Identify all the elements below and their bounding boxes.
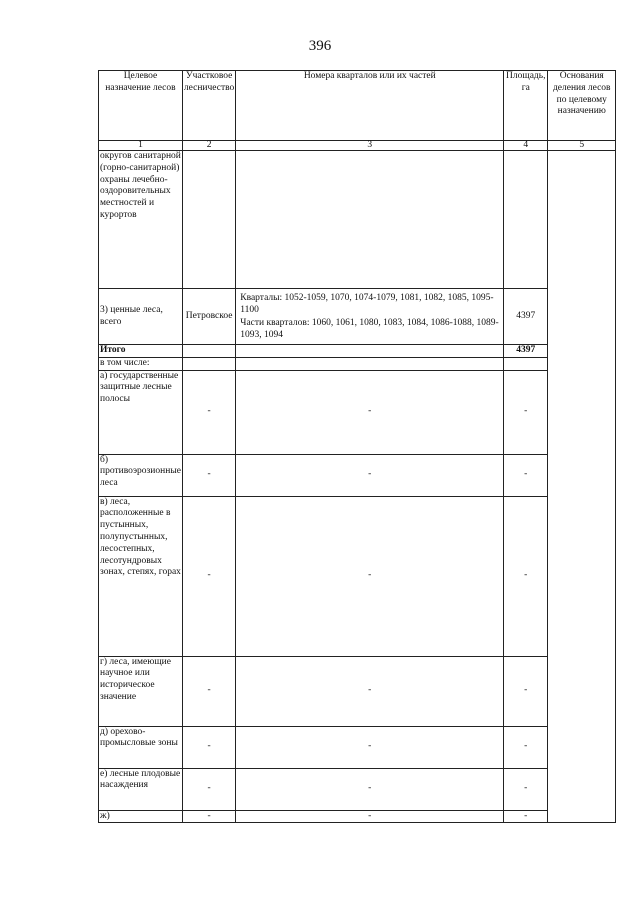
- column-number: 3: [236, 141, 504, 151]
- area-cell: -: [504, 370, 548, 454]
- column-number: 4: [504, 141, 548, 151]
- quarters-cell: [236, 289, 504, 345]
- district-cell: -: [182, 768, 235, 810]
- quarters-line: Части кварталов: 1060, 1061, 1080, 1083, 1084, 1086-1088, 1089-1093, 1094: [240, 317, 499, 340]
- district-cell: -: [182, 810, 235, 823]
- quarters-cell: -: [236, 454, 504, 496]
- area-cell: [504, 357, 548, 370]
- quarters-cell: [236, 357, 504, 370]
- table-row: [99, 496, 616, 656]
- header-row: [99, 71, 616, 141]
- column-number: 2: [182, 141, 235, 151]
- total-row: [99, 345, 616, 358]
- area-cell: 4397: [504, 289, 548, 345]
- table-row: [99, 151, 616, 289]
- table-row: [99, 289, 616, 345]
- purpose-cell: д) орехово-промысловые зоны: [99, 726, 183, 768]
- header-purpose: Целевое назначение лесов: [99, 71, 183, 141]
- district-cell: [182, 357, 235, 370]
- quarters-cell: -: [236, 768, 504, 810]
- table-row: [99, 726, 616, 768]
- total-label: Итого: [99, 345, 183, 358]
- table-row: [99, 370, 616, 454]
- page-number: 396: [308, 38, 332, 54]
- forest-purpose-table: [98, 70, 616, 823]
- district-cell: Петровское: [182, 289, 235, 345]
- table-row: [99, 656, 616, 726]
- quarters-cell: -: [236, 726, 504, 768]
- district-cell: -: [182, 496, 235, 656]
- quarters-line: Кварталы: 1052-1059, 1070, 1074-1079, 1081, 1082, 1085, 1095-1100: [240, 292, 494, 315]
- column-number: 5: [548, 141, 616, 151]
- area-cell: -: [504, 768, 548, 810]
- purpose-cell: 3) ценные леса, всего: [99, 289, 183, 345]
- area-cell: [504, 151, 548, 289]
- area-cell: -: [504, 496, 548, 656]
- table-row: [99, 810, 616, 823]
- header-basis: Основания деления лесов по целевому назначению: [548, 71, 616, 141]
- quarters-cell: -: [236, 656, 504, 726]
- area-cell: -: [504, 454, 548, 496]
- table-row: [99, 357, 616, 370]
- area-cell: -: [504, 810, 548, 823]
- quarters-cell: -: [236, 496, 504, 656]
- district-cell: [182, 151, 235, 289]
- district-cell: -: [182, 454, 235, 496]
- header-quarters: Номера кварталов или их частей: [236, 71, 504, 141]
- purpose-cell: округов санитарной (горно-санитарной) охраны лечебно-оздоровительных местностей и курортов: [99, 151, 183, 289]
- area-cell: -: [504, 726, 548, 768]
- including-label: в том числе:: [99, 357, 183, 370]
- table-row: [99, 454, 616, 496]
- purpose-cell: б) противоэрозионные леса: [99, 454, 183, 496]
- purpose-cell: а) государственные защитные лесные полосы: [99, 370, 183, 454]
- column-number: 1: [99, 141, 183, 151]
- column-number-row: [99, 141, 616, 151]
- quarters-cell: [236, 151, 504, 289]
- purpose-cell: г) леса, имеющие научное или историческое значение: [99, 656, 183, 726]
- basis-cell: [548, 151, 616, 823]
- total-area: 4397: [504, 345, 548, 358]
- district-cell: [182, 345, 235, 358]
- table-row: [99, 768, 616, 810]
- quarters-cell: -: [236, 810, 504, 823]
- header-district: Участковое лесничество: [182, 71, 235, 141]
- purpose-cell: ж): [99, 810, 183, 823]
- quarters-cell: [236, 345, 504, 358]
- district-cell: -: [182, 726, 235, 768]
- purpose-cell: е) лесные плодовые насаждения: [99, 768, 183, 810]
- district-cell: -: [182, 656, 235, 726]
- purpose-cell: в) леса, расположенные в пустынных, полупустынных, лесостепных, лесотундровых зонах, степях, горах: [99, 496, 183, 656]
- area-cell: -: [504, 656, 548, 726]
- quarters-cell: -: [236, 370, 504, 454]
- district-cell: -: [182, 370, 235, 454]
- header-area: Площадь, га: [504, 71, 548, 141]
